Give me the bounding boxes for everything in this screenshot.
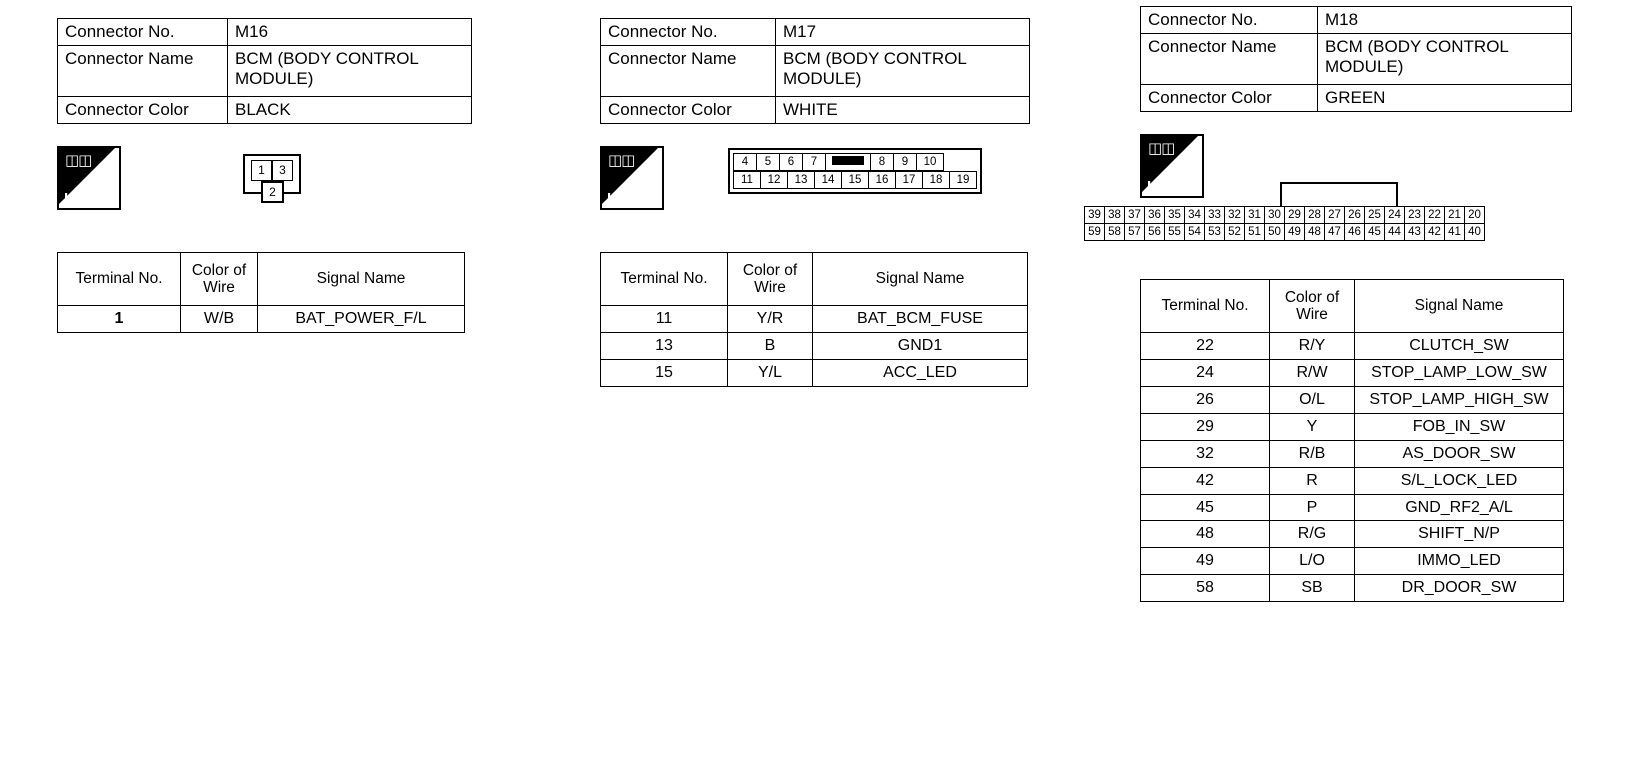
table-header-row	[601, 253, 1028, 306]
pin-32: 32	[1225, 207, 1245, 224]
connector-glyph-icon: ◫◫	[1148, 139, 1175, 158]
table-row	[1141, 360, 1564, 387]
pin-48: 48	[1305, 224, 1325, 241]
value-connector-name: BCM (BODY CONTROL MODULE)	[228, 46, 472, 97]
table-row	[58, 306, 465, 333]
header-terminal-no: Terminal No.	[1141, 280, 1270, 333]
cell-terminal-no: 32	[1141, 440, 1270, 467]
pin-29: 29	[1285, 207, 1305, 224]
table-row	[1141, 333, 1564, 360]
connector-panel-m16	[57, 18, 472, 333]
pin-grid-m18	[1084, 206, 1485, 241]
value-connector-name: BCM (BODY CONTROL MODULE)	[776, 46, 1030, 97]
label-connector-name: Connector Name	[1141, 34, 1318, 85]
pin-row-top	[1085, 207, 1485, 224]
table-row	[1141, 85, 1572, 112]
header-color-of-wire	[181, 253, 258, 306]
label-connector-no: Connector No.	[58, 19, 228, 46]
cell-terminal-no: 24	[1141, 360, 1270, 387]
pin-10: 10	[917, 154, 944, 171]
pin-31: 31	[1245, 207, 1265, 224]
header-color-of-wire	[728, 253, 813, 306]
pin-55: 55	[1165, 224, 1185, 241]
table-row	[1141, 548, 1564, 575]
pin-2: 2	[261, 181, 284, 203]
pin-43: 43	[1405, 224, 1425, 241]
pin-blank-slot	[826, 154, 871, 171]
cell-signal-name: DR_DOOR_SW	[1355, 575, 1564, 602]
value-connector-name: BCM (BODY CONTROL MODULE)	[1318, 34, 1572, 85]
header-color-line1: Color of	[1284, 288, 1340, 306]
terminal-table-m18	[1140, 279, 1564, 602]
header-terminal-no: Terminal No.	[601, 253, 728, 306]
table-row	[58, 46, 472, 97]
cell-wire-color: P	[1270, 494, 1355, 521]
harness-side-icon-m17	[600, 146, 664, 210]
pin-51: 51	[1245, 224, 1265, 241]
connector-tab	[1280, 182, 1398, 208]
pin-38: 38	[1105, 207, 1125, 224]
value-connector-no: M16	[228, 19, 472, 46]
cell-signal-name: SHIFT_N/P	[1355, 521, 1564, 548]
cell-terminal-no: 13	[601, 333, 728, 360]
header-color-of-wire	[1270, 280, 1355, 333]
pin-6: 6	[780, 154, 803, 171]
cell-wire-color: Y/R	[728, 306, 813, 333]
header-color-line2: Wire	[1296, 306, 1328, 324]
pin-46: 46	[1345, 224, 1365, 241]
table-row	[601, 359, 1028, 386]
pin-33: 33	[1205, 207, 1225, 224]
table-row	[1141, 494, 1564, 521]
terminal-table-m17	[600, 252, 1028, 387]
pin-47: 47	[1325, 224, 1345, 241]
cell-terminal-no: 58	[1141, 575, 1270, 602]
pin-16: 16	[869, 172, 896, 189]
cell-wire-color: Y/L	[728, 359, 813, 386]
connector-info-table-m17	[600, 18, 1030, 124]
connector-pinout-m16	[237, 154, 309, 212]
pin-41: 41	[1445, 224, 1465, 241]
table-row	[1141, 386, 1564, 413]
table-row	[601, 19, 1030, 46]
pin-52: 52	[1225, 224, 1245, 241]
cell-signal-name: BAT_BCM_FUSE	[813, 306, 1028, 333]
pin-40: 40	[1465, 224, 1485, 241]
cell-terminal-no: 49	[1141, 548, 1270, 575]
cell-wire-color: R/Y	[1270, 333, 1355, 360]
pin-56: 56	[1145, 224, 1165, 241]
cell-wire-color: SB	[1270, 575, 1355, 602]
cell-signal-name: S/L_LOCK_LED	[1355, 467, 1564, 494]
value-connector-no: M17	[776, 19, 1030, 46]
pin-45: 45	[1365, 224, 1385, 241]
cell-terminal-no: 1	[58, 306, 181, 333]
pin-42: 42	[1425, 224, 1445, 241]
cell-wire-color: O/L	[1270, 386, 1355, 413]
cell-signal-name: AS_DOOR_SW	[1355, 440, 1564, 467]
pin-50: 50	[1265, 224, 1285, 241]
table-row	[1141, 34, 1572, 85]
table-row	[601, 306, 1028, 333]
pin-15: 15	[842, 172, 869, 189]
header-signal-name: Signal Name	[813, 253, 1028, 306]
pin-28: 28	[1305, 207, 1325, 224]
cell-signal-name: ACC_LED	[813, 359, 1028, 386]
pin-13: 13	[788, 172, 815, 189]
pin-36: 36	[1145, 207, 1165, 224]
table-row	[1141, 467, 1564, 494]
pin-37: 37	[1125, 207, 1145, 224]
cell-signal-name: STOP_LAMP_HIGH_SW	[1355, 386, 1564, 413]
harness-side-icon-m18	[1140, 134, 1204, 198]
table-row	[1141, 521, 1564, 548]
pin-23: 23	[1405, 207, 1425, 224]
pin-row-bottom	[734, 172, 977, 189]
pin-11: 11	[734, 172, 761, 189]
pin-59: 59	[1085, 224, 1105, 241]
pin-34: 34	[1185, 207, 1205, 224]
value-connector-color: GREEN	[1318, 85, 1572, 112]
cell-terminal-no: 29	[1141, 413, 1270, 440]
cell-signal-name: GND1	[813, 333, 1028, 360]
cell-signal-name: IMMO_LED	[1355, 548, 1564, 575]
cell-terminal-no: 22	[1141, 333, 1270, 360]
pin-1: 1	[251, 160, 272, 181]
pin-14: 14	[815, 172, 842, 189]
hs-label: H.S.	[1147, 178, 1177, 196]
header-color-line2: Wire	[203, 279, 235, 297]
connector-info-table-m18	[1140, 6, 1572, 112]
pin-21: 21	[1445, 207, 1465, 224]
cell-wire-color: R/B	[1270, 440, 1355, 467]
cell-signal-name: STOP_LAMP_LOW_SW	[1355, 360, 1564, 387]
header-signal-name: Signal Name	[258, 253, 465, 306]
pin-27: 27	[1325, 207, 1345, 224]
pin-53: 53	[1205, 224, 1225, 241]
table-row	[1141, 440, 1564, 467]
terminal-table-m16	[57, 252, 465, 333]
pin-49: 49	[1285, 224, 1305, 241]
pin-3: 3	[272, 160, 293, 181]
table-header-row	[1141, 280, 1564, 333]
table-row	[58, 97, 472, 124]
pin-35: 35	[1165, 207, 1185, 224]
header-color-line1: Color of	[191, 261, 247, 279]
cell-signal-name: GND_RF2_A/L	[1355, 494, 1564, 521]
pin-20: 20	[1465, 207, 1485, 224]
label-connector-color: Connector Color	[601, 97, 776, 124]
pin-5: 5	[757, 154, 780, 171]
table-row	[601, 97, 1030, 124]
connector-pinout-m18	[1084, 206, 1572, 241]
connector-pinout-m17	[728, 148, 982, 194]
cell-wire-color: R	[1270, 467, 1355, 494]
pin-54: 54	[1185, 224, 1205, 241]
pin-25: 25	[1365, 207, 1385, 224]
pin-12: 12	[761, 172, 788, 189]
pin-grid-m17	[733, 153, 944, 171]
connector-glyph-icon: ◫◫	[608, 151, 635, 170]
label-connector-no: Connector No.	[1141, 7, 1318, 34]
cell-terminal-no: 42	[1141, 467, 1270, 494]
header-signal-name: Signal Name	[1355, 280, 1564, 333]
hs-label: H.S.	[64, 190, 94, 208]
label-connector-name: Connector Name	[601, 46, 776, 97]
header-color-line1: Color of	[742, 261, 798, 279]
pin-grid-m17-bottom	[733, 171, 977, 189]
cell-wire-color: B	[728, 333, 813, 360]
pin-4: 4	[734, 154, 757, 171]
label-connector-name: Connector Name	[58, 46, 228, 97]
pin-row-top	[734, 154, 944, 171]
table-row	[1141, 7, 1572, 34]
table-row	[1141, 575, 1564, 602]
pin-57: 57	[1125, 224, 1145, 241]
label-connector-color: Connector Color	[1141, 85, 1318, 112]
pin-26: 26	[1345, 207, 1365, 224]
pin-18: 18	[923, 172, 950, 189]
cell-signal-name: FOB_IN_SW	[1355, 413, 1564, 440]
cell-wire-color: Y	[1270, 413, 1355, 440]
value-connector-color: BLACK	[228, 97, 472, 124]
cell-signal-name: CLUTCH_SW	[1355, 333, 1564, 360]
hs-label: H.S.	[607, 190, 637, 208]
table-header-row	[58, 253, 465, 306]
table-row	[601, 46, 1030, 97]
pin-58: 58	[1105, 224, 1125, 241]
connector-panel-m17	[600, 18, 1030, 387]
connector-panel-m18	[1088, 6, 1572, 602]
cell-wire-color: W/B	[181, 306, 258, 333]
pin-9: 9	[894, 154, 917, 171]
cell-terminal-no: 26	[1141, 386, 1270, 413]
cell-signal-name: BAT_POWER_F/L	[258, 306, 465, 333]
label-connector-color: Connector Color	[58, 97, 228, 124]
value-connector-no: M18	[1318, 7, 1572, 34]
pin-17: 17	[896, 172, 923, 189]
pin-row-bottom	[1085, 224, 1485, 241]
header-terminal-no: Terminal No.	[58, 253, 181, 306]
cell-terminal-no: 15	[601, 359, 728, 386]
table-row	[601, 333, 1028, 360]
header-color-line2: Wire	[754, 279, 786, 297]
cell-terminal-no: 45	[1141, 494, 1270, 521]
cell-wire-color: R/W	[1270, 360, 1355, 387]
cell-wire-color: L/O	[1270, 548, 1355, 575]
value-connector-color: WHITE	[776, 97, 1030, 124]
pin-44: 44	[1385, 224, 1405, 241]
connector-info-table-m16	[57, 18, 472, 124]
pin-24: 24	[1385, 207, 1405, 224]
pin-7: 7	[803, 154, 826, 171]
pin-8: 8	[871, 154, 894, 171]
table-row	[58, 19, 472, 46]
connector-glyph-icon: ◫◫	[65, 151, 92, 170]
pin-19: 19	[950, 172, 977, 189]
cell-wire-color: R/G	[1270, 521, 1355, 548]
harness-side-icon-m16	[57, 146, 121, 210]
label-connector-no: Connector No.	[601, 19, 776, 46]
pin-22: 22	[1425, 207, 1445, 224]
pin-30: 30	[1265, 207, 1285, 224]
table-row	[1141, 413, 1564, 440]
cell-terminal-no: 48	[1141, 521, 1270, 548]
cell-terminal-no: 11	[601, 306, 728, 333]
pin-39: 39	[1085, 207, 1105, 224]
